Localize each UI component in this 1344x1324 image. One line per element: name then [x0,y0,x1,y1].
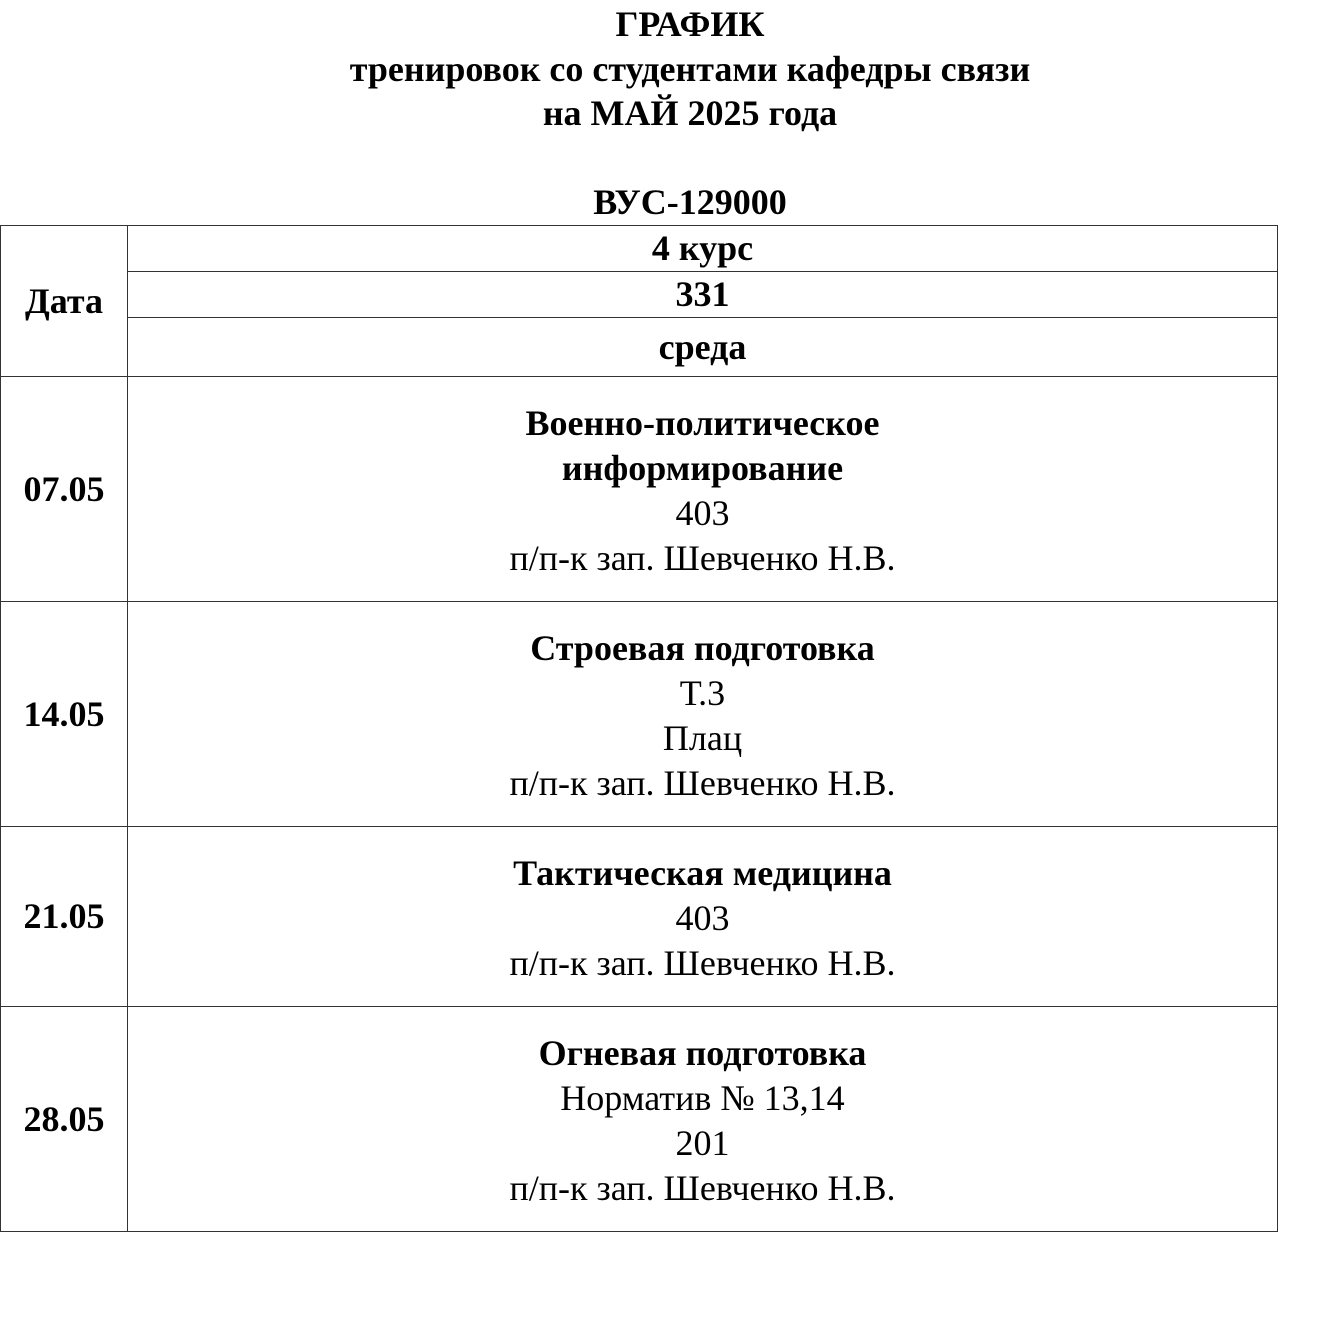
header-row-group [1,272,1278,318]
lesson-subject: Тактическая медицина [513,852,892,893]
header-row-course [1,226,1278,272]
lesson-subject: Военно-политическое [525,402,880,443]
table-row [1,1007,1278,1232]
course-header: 4 курс [128,226,1278,272]
date-column-header: Дата [1,226,128,377]
row-date: 07.05 [1,377,128,602]
lesson-instructor: п/п-к зап. Шевченко Н.В. [509,762,896,803]
lesson-room: 403 [675,492,730,533]
document-title: ГРАФИК [615,4,765,44]
lesson-subject: Огневая подготовка [538,1032,867,1073]
lesson-subject: Строевая подготовка [530,627,875,668]
table-row [1,602,1278,827]
lesson-topic: Норматив № 13,14 [560,1077,845,1118]
vus-code: ВУС-129000 [593,182,787,222]
lesson-subject-continued: информирование [561,447,844,488]
header-row-weekday [1,318,1278,377]
table-row [1,827,1278,1007]
row-date: 14.05 [1,602,128,827]
lesson-instructor: п/п-к зап. Шевченко Н.В. [509,1167,896,1208]
schedule-table [0,225,1278,1232]
table-row [1,377,1278,602]
lesson-cell [128,1007,1278,1232]
lesson-room: 403 [675,897,730,938]
document-period: на МАЙ 2025 года [542,93,838,133]
row-date: 28.05 [1,1007,128,1232]
lesson-place: Плац [662,717,743,758]
lesson-cell [128,827,1278,1007]
document-subtitle: тренировок со студентами кафедры связи [349,49,1031,89]
group-header: 331 [128,272,1278,318]
lesson-instructor: п/п-к зап. Шевченко Н.В. [509,537,896,578]
row-date: 21.05 [1,827,128,1007]
weekday-header: среда [128,318,1278,377]
lesson-room: 201 [675,1122,730,1163]
lesson-topic: Т.3 [679,672,726,713]
lesson-instructor: п/п-к зап. Шевченко Н.В. [509,942,896,983]
lesson-cell [128,377,1278,602]
lesson-cell [128,602,1278,827]
